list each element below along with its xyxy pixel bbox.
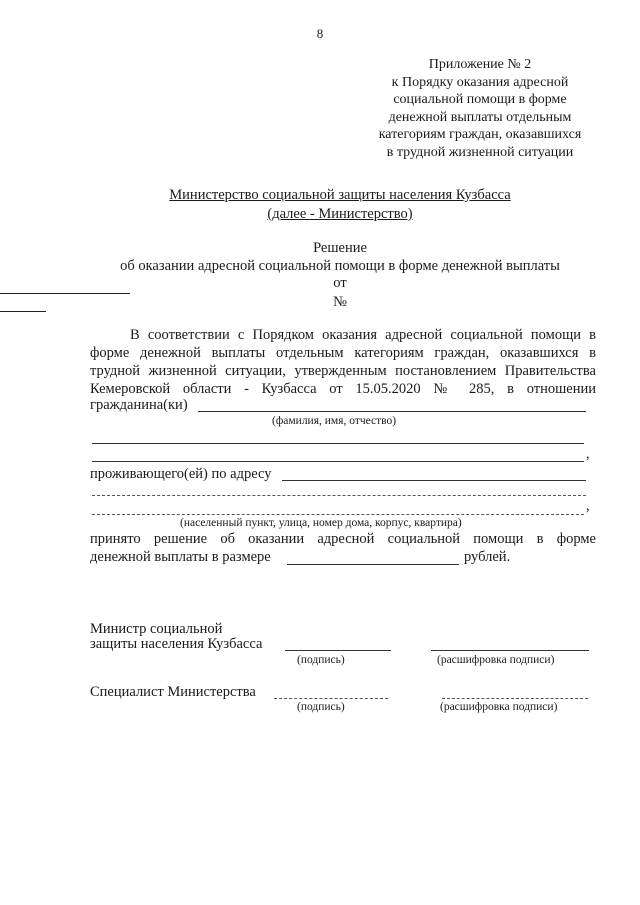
appendix-line: денежной выплаты отдельным (388, 109, 572, 125)
ministry-abbrev: (далее - Министерство) (267, 206, 413, 222)
ministry-header (0, 186, 640, 224)
decision-title: Решение (313, 240, 367, 256)
caption-signature-decode: (расшифровка подписи) (437, 654, 555, 666)
decision-date-row (0, 275, 640, 312)
minister-name-field[interactable] (431, 650, 589, 651)
body-paragraph (90, 326, 596, 398)
body-line: Кемеровской области - Кузбасса от 15.05.2020 № 285, в отношении (90, 381, 596, 397)
citizen-label: гражданина(ки) (90, 397, 188, 413)
citizen-name-field[interactable] (198, 411, 586, 412)
address-field-2[interactable] (92, 495, 586, 496)
minister-signature-field[interactable] (285, 650, 391, 651)
body-line: трудной жизненной ситуации, утвержденным постановлением Правительства (90, 363, 596, 379)
caption-fio: (фамилия, имя, отчество) (272, 415, 397, 427)
address-field-3[interactable] (92, 514, 584, 515)
date-prefix: от (333, 275, 347, 291)
number-field[interactable] (0, 311, 46, 312)
appendix-line: в трудной жизненной ситуации (386, 144, 574, 160)
amount-field[interactable] (287, 564, 459, 565)
caption-signature-decode: (расшифровка подписи) (440, 701, 558, 713)
residing-label: проживающего(ей) по адресу (90, 466, 272, 482)
decision-header (0, 240, 640, 312)
body-line: форме денежной выплаты отдельным категориям граждан, оказавшихся в (90, 345, 596, 361)
page-number: 8 (316, 26, 324, 41)
specialist-name-field[interactable] (442, 698, 588, 699)
citizen-name-field-3[interactable] (92, 461, 584, 462)
address-field[interactable] (282, 480, 586, 481)
caption-address: (населенный пункт, улица, номер дома, корпус, квартира) (180, 517, 462, 529)
appendix-line: к Порядку оказания адресной (391, 74, 569, 90)
minister-title-line2: защиты населения Кузбасса (90, 636, 263, 652)
number-sign: № (333, 293, 347, 310)
comma: , (586, 498, 590, 514)
currency-label: рублей. (464, 549, 511, 565)
appendix-title: Приложение № 2 (428, 57, 532, 72)
caption-signature: (подпись) (297, 701, 345, 713)
appendix-line: социальной помощи в форме (393, 92, 567, 107)
amount-label: денежной выплаты в размере (90, 549, 271, 565)
citizen-name-field-2[interactable] (92, 443, 584, 444)
appendix-block (360, 56, 600, 161)
body-line: В соответствии с Порядком оказания адресной социальной помощи в (130, 327, 596, 343)
comma: , (586, 446, 590, 462)
decision-subtitle: об оказании адресной социальной помощи в форме денежной выплаты (120, 257, 560, 274)
caption-signature: (подпись) (297, 654, 345, 666)
specialist-title: Специалист Министерства (90, 684, 256, 700)
decision-text-line1: принято решение об оказании адресной социальной помощи в форме (90, 531, 596, 547)
specialist-signature-field[interactable] (274, 698, 388, 699)
minister-title-line1: Министр социальной (90, 621, 223, 637)
appendix-line: категориям граждан, оказавшихся (378, 127, 582, 142)
ministry-name: Министерство социальной защиты населения Кузбасса (169, 187, 511, 203)
